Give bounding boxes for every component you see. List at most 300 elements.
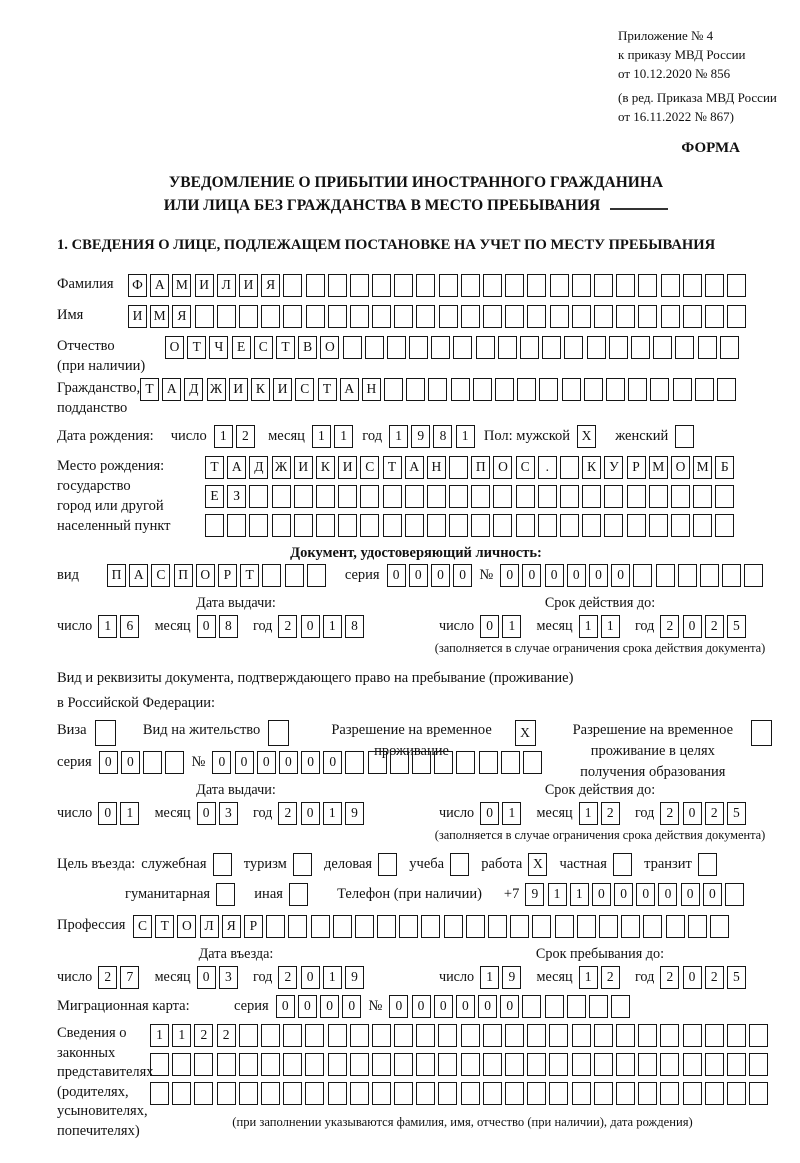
char-cell[interactable]: [165, 751, 184, 774]
char-cell[interactable]: [560, 456, 579, 479]
char-cell[interactable]: [461, 305, 480, 328]
char-cell[interactable]: В: [298, 336, 317, 359]
char-cell[interactable]: [661, 274, 680, 297]
checkbox-cell[interactable]: [698, 853, 717, 876]
char-cell[interactable]: [727, 1053, 746, 1076]
char-cell[interactable]: К: [582, 456, 601, 479]
char-cell[interactable]: 2: [705, 615, 724, 638]
char-cell[interactable]: [194, 1053, 213, 1076]
char-cell[interactable]: [527, 1024, 546, 1047]
char-cell[interactable]: 0: [197, 615, 216, 638]
char-cell[interactable]: [150, 1082, 169, 1105]
char-cell[interactable]: [350, 305, 369, 328]
char-cell[interactable]: [328, 1082, 347, 1105]
char-cell[interactable]: [749, 1024, 768, 1047]
char-cell[interactable]: П: [107, 564, 126, 587]
char-cell[interactable]: [249, 485, 268, 508]
char-cell[interactable]: [678, 564, 697, 587]
char-cell[interactable]: [439, 305, 458, 328]
char-cell[interactable]: [390, 751, 409, 774]
char-cell[interactable]: [316, 485, 335, 508]
char-cell[interactable]: 5: [727, 615, 746, 638]
char-cell[interactable]: [305, 1024, 324, 1047]
char-cell[interactable]: [501, 751, 520, 774]
char-cell[interactable]: [483, 1053, 502, 1076]
char-cell[interactable]: [471, 514, 490, 537]
char-cell[interactable]: [261, 1024, 280, 1047]
char-cell[interactable]: М: [649, 456, 668, 479]
char-cell[interactable]: 0: [279, 751, 298, 774]
char-cell[interactable]: И: [229, 378, 248, 401]
char-cell[interactable]: [660, 1024, 679, 1047]
char-cell[interactable]: [594, 1053, 613, 1076]
char-cell[interactable]: [143, 751, 162, 774]
char-cell[interactable]: [695, 378, 714, 401]
char-cell[interactable]: 9: [502, 966, 521, 989]
char-cell[interactable]: Ф: [128, 274, 147, 297]
char-cell[interactable]: [328, 1053, 347, 1076]
char-cell[interactable]: 1: [601, 615, 620, 638]
char-cell[interactable]: [350, 274, 369, 297]
char-cell[interactable]: [343, 336, 362, 359]
char-cell[interactable]: [387, 336, 406, 359]
char-cell[interactable]: [520, 336, 539, 359]
char-cell[interactable]: 1: [150, 1024, 169, 1047]
char-cell[interactable]: 0: [431, 564, 450, 587]
char-cell[interactable]: [394, 1053, 413, 1076]
char-cell[interactable]: [427, 514, 446, 537]
char-cell[interactable]: [560, 485, 579, 508]
char-cell[interactable]: 2: [278, 615, 297, 638]
char-cell[interactable]: [705, 1082, 724, 1105]
char-cell[interactable]: [749, 1082, 768, 1105]
char-cell[interactable]: [555, 915, 574, 938]
char-cell[interactable]: О: [320, 336, 339, 359]
char-cell[interactable]: [564, 336, 583, 359]
char-cell[interactable]: [483, 274, 502, 297]
char-cell[interactable]: [675, 336, 694, 359]
char-cell[interactable]: С: [133, 915, 152, 938]
char-cell[interactable]: 1: [323, 802, 342, 825]
char-cell[interactable]: 2: [660, 615, 679, 638]
checkbox-cell[interactable]: X: [528, 853, 547, 876]
char-cell[interactable]: Т: [240, 564, 259, 587]
char-cell[interactable]: Т: [276, 336, 295, 359]
char-cell[interactable]: [589, 995, 608, 1018]
checkbox-cell[interactable]: [213, 853, 232, 876]
char-cell[interactable]: [505, 1053, 524, 1076]
char-cell[interactable]: [683, 274, 702, 297]
char-cell[interactable]: [416, 274, 435, 297]
char-cell[interactable]: [582, 485, 601, 508]
char-cell[interactable]: 0: [611, 564, 630, 587]
char-cell[interactable]: [523, 751, 542, 774]
char-cell[interactable]: К: [316, 456, 335, 479]
char-cell[interactable]: [627, 514, 646, 537]
char-cell[interactable]: [377, 915, 396, 938]
char-cell[interactable]: [294, 485, 313, 508]
char-cell[interactable]: [705, 305, 724, 328]
char-cell[interactable]: 0: [212, 751, 231, 774]
char-cell[interactable]: [416, 1024, 435, 1047]
char-cell[interactable]: И: [128, 305, 147, 328]
char-cell[interactable]: 1: [502, 615, 521, 638]
char-cell[interactable]: [383, 485, 402, 508]
char-cell[interactable]: [572, 1053, 591, 1076]
char-cell[interactable]: 2: [705, 966, 724, 989]
char-cell[interactable]: С: [516, 456, 535, 479]
char-cell[interactable]: [285, 564, 304, 587]
char-cell[interactable]: 2: [98, 966, 117, 989]
char-cell[interactable]: Р: [627, 456, 646, 479]
char-cell[interactable]: 0: [522, 564, 541, 587]
char-cell[interactable]: [368, 751, 387, 774]
char-cell[interactable]: [683, 305, 702, 328]
char-cell[interactable]: [572, 274, 591, 297]
char-cell[interactable]: [650, 378, 669, 401]
char-cell[interactable]: 0: [434, 995, 453, 1018]
char-cell[interactable]: [449, 514, 468, 537]
char-cell[interactable]: 3: [219, 802, 238, 825]
char-cell[interactable]: [365, 336, 384, 359]
char-cell[interactable]: 0: [323, 751, 342, 774]
char-cell[interactable]: 0: [567, 564, 586, 587]
char-cell[interactable]: [722, 564, 741, 587]
char-cell[interactable]: [710, 915, 729, 938]
char-cell[interactable]: [594, 274, 613, 297]
char-cell[interactable]: 6: [120, 615, 139, 638]
checkbox-cell[interactable]: [675, 425, 694, 448]
char-cell[interactable]: [549, 1024, 568, 1047]
char-cell[interactable]: [505, 305, 524, 328]
char-cell[interactable]: [479, 751, 498, 774]
char-cell[interactable]: 9: [525, 883, 544, 906]
char-cell[interactable]: [505, 1024, 524, 1047]
char-cell[interactable]: 2: [601, 966, 620, 989]
char-cell[interactable]: Е: [232, 336, 251, 359]
char-cell[interactable]: [453, 336, 472, 359]
char-cell[interactable]: [693, 485, 712, 508]
char-cell[interactable]: [483, 305, 502, 328]
char-cell[interactable]: [638, 305, 657, 328]
char-cell[interactable]: [372, 1082, 391, 1105]
char-cell[interactable]: 0: [500, 564, 519, 587]
char-cell[interactable]: [582, 514, 601, 537]
char-cell[interactable]: [572, 1024, 591, 1047]
char-cell[interactable]: 0: [197, 802, 216, 825]
char-cell[interactable]: [283, 1053, 302, 1076]
char-cell[interactable]: [471, 485, 490, 508]
char-cell[interactable]: [616, 274, 635, 297]
char-cell[interactable]: М: [172, 274, 191, 297]
char-cell[interactable]: Ж: [272, 456, 291, 479]
char-cell[interactable]: [428, 378, 447, 401]
char-cell[interactable]: [572, 305, 591, 328]
char-cell[interactable]: 1: [172, 1024, 191, 1047]
char-cell[interactable]: [217, 1082, 236, 1105]
char-cell[interactable]: [473, 378, 492, 401]
char-cell[interactable]: [527, 305, 546, 328]
char-cell[interactable]: [631, 336, 650, 359]
checkbox-cell[interactable]: [751, 720, 772, 746]
char-cell[interactable]: [399, 915, 418, 938]
char-cell[interactable]: Т: [205, 456, 224, 479]
char-cell[interactable]: [150, 1053, 169, 1076]
char-cell[interactable]: 0: [409, 564, 428, 587]
char-cell[interactable]: [355, 915, 374, 938]
char-cell[interactable]: Н: [362, 378, 381, 401]
char-cell[interactable]: 1: [98, 615, 117, 638]
char-cell[interactable]: 0: [614, 883, 633, 906]
char-cell[interactable]: [483, 1024, 502, 1047]
char-cell[interactable]: 8: [433, 425, 452, 448]
char-cell[interactable]: [412, 751, 431, 774]
char-cell[interactable]: 0: [98, 802, 117, 825]
char-cell[interactable]: 1: [579, 966, 598, 989]
char-cell[interactable]: [372, 274, 391, 297]
char-cell[interactable]: А: [340, 378, 359, 401]
char-cell[interactable]: [594, 1082, 613, 1105]
char-cell[interactable]: И: [195, 274, 214, 297]
char-cell[interactable]: 0: [683, 615, 702, 638]
char-cell[interactable]: [172, 1082, 191, 1105]
char-cell[interactable]: У: [604, 456, 623, 479]
char-cell[interactable]: [283, 1024, 302, 1047]
char-cell[interactable]: [444, 915, 463, 938]
char-cell[interactable]: Т: [383, 456, 402, 479]
char-cell[interactable]: [649, 514, 668, 537]
char-cell[interactable]: 0: [389, 995, 408, 1018]
char-cell[interactable]: [483, 1082, 502, 1105]
char-cell[interactable]: 0: [545, 564, 564, 587]
char-cell[interactable]: [249, 514, 268, 537]
char-cell[interactable]: [262, 564, 281, 587]
char-cell[interactable]: [338, 485, 357, 508]
char-cell[interactable]: 0: [456, 995, 475, 1018]
char-cell[interactable]: 0: [342, 995, 361, 1018]
char-cell[interactable]: .: [538, 456, 557, 479]
char-cell[interactable]: 2: [660, 966, 679, 989]
char-cell[interactable]: [372, 1053, 391, 1076]
char-cell[interactable]: 0: [197, 966, 216, 989]
char-cell[interactable]: 0: [301, 966, 320, 989]
char-cell[interactable]: [456, 751, 475, 774]
char-cell[interactable]: Я: [172, 305, 191, 328]
char-cell[interactable]: [338, 514, 357, 537]
char-cell[interactable]: [562, 378, 581, 401]
char-cell[interactable]: [609, 336, 628, 359]
char-cell[interactable]: [421, 915, 440, 938]
char-cell[interactable]: [705, 1024, 724, 1047]
char-cell[interactable]: П: [471, 456, 490, 479]
char-cell[interactable]: [604, 485, 623, 508]
char-cell[interactable]: Е: [205, 485, 224, 508]
char-cell[interactable]: [350, 1053, 369, 1076]
char-cell[interactable]: [522, 995, 541, 1018]
char-cell[interactable]: [372, 1024, 391, 1047]
char-cell[interactable]: [516, 485, 535, 508]
char-cell[interactable]: 0: [480, 615, 499, 638]
char-cell[interactable]: 0: [453, 564, 472, 587]
char-cell[interactable]: О: [493, 456, 512, 479]
char-cell[interactable]: А: [405, 456, 424, 479]
char-cell[interactable]: А: [150, 274, 169, 297]
char-cell[interactable]: [461, 274, 480, 297]
char-cell[interactable]: П: [174, 564, 193, 587]
char-cell[interactable]: [560, 514, 579, 537]
char-cell[interactable]: Я: [261, 274, 280, 297]
char-cell[interactable]: Н: [427, 456, 446, 479]
char-cell[interactable]: [449, 485, 468, 508]
char-cell[interactable]: [476, 336, 495, 359]
char-cell[interactable]: [510, 915, 529, 938]
char-cell[interactable]: [611, 995, 630, 1018]
char-cell[interactable]: 2: [236, 425, 255, 448]
char-cell[interactable]: [328, 1024, 347, 1047]
char-cell[interactable]: 0: [99, 751, 118, 774]
char-cell[interactable]: [416, 305, 435, 328]
char-cell[interactable]: [239, 305, 258, 328]
char-cell[interactable]: [350, 1082, 369, 1105]
char-cell[interactable]: [360, 485, 379, 508]
char-cell[interactable]: [516, 514, 535, 537]
char-cell[interactable]: 2: [194, 1024, 213, 1047]
char-cell[interactable]: [594, 305, 613, 328]
char-cell[interactable]: [360, 514, 379, 537]
char-cell[interactable]: [550, 274, 569, 297]
char-cell[interactable]: [527, 1082, 546, 1105]
char-cell[interactable]: [449, 456, 468, 479]
char-cell[interactable]: [532, 915, 551, 938]
char-cell[interactable]: [638, 1053, 657, 1076]
char-cell[interactable]: [431, 336, 450, 359]
char-cell[interactable]: [627, 485, 646, 508]
char-cell[interactable]: 0: [121, 751, 140, 774]
char-cell[interactable]: [594, 1024, 613, 1047]
char-cell[interactable]: [671, 514, 690, 537]
char-cell[interactable]: М: [693, 456, 712, 479]
char-cell[interactable]: [550, 305, 569, 328]
char-cell[interactable]: [311, 915, 330, 938]
char-cell[interactable]: [505, 274, 524, 297]
char-cell[interactable]: [266, 915, 285, 938]
char-cell[interactable]: Д: [184, 378, 203, 401]
char-cell[interactable]: [394, 1024, 413, 1047]
char-cell[interactable]: [394, 305, 413, 328]
char-cell[interactable]: 2: [278, 966, 297, 989]
char-cell[interactable]: 0: [592, 883, 611, 906]
char-cell[interactable]: [194, 1082, 213, 1105]
char-cell[interactable]: [239, 1082, 258, 1105]
char-cell[interactable]: 0: [636, 883, 655, 906]
char-cell[interactable]: [673, 378, 692, 401]
char-cell[interactable]: 2: [278, 802, 297, 825]
char-cell[interactable]: [649, 485, 668, 508]
char-cell[interactable]: [227, 514, 246, 537]
checkbox-cell[interactable]: [293, 853, 312, 876]
char-cell[interactable]: 0: [412, 995, 431, 1018]
char-cell[interactable]: [261, 1053, 280, 1076]
char-cell[interactable]: А: [129, 564, 148, 587]
char-cell[interactable]: Я: [222, 915, 241, 938]
char-cell[interactable]: [671, 485, 690, 508]
char-cell[interactable]: 0: [276, 995, 295, 1018]
char-cell[interactable]: 1: [579, 615, 598, 638]
char-cell[interactable]: 1: [389, 425, 408, 448]
char-cell[interactable]: С: [295, 378, 314, 401]
char-cell[interactable]: 5: [727, 966, 746, 989]
char-cell[interactable]: [638, 274, 657, 297]
char-cell[interactable]: [705, 1053, 724, 1076]
char-cell[interactable]: [261, 1082, 280, 1105]
char-cell[interactable]: 0: [257, 751, 276, 774]
char-cell[interactable]: 0: [387, 564, 406, 587]
char-cell[interactable]: 1: [214, 425, 233, 448]
char-cell[interactable]: 0: [681, 883, 700, 906]
char-cell[interactable]: [587, 336, 606, 359]
char-cell[interactable]: [717, 378, 736, 401]
char-cell[interactable]: [427, 485, 446, 508]
char-cell[interactable]: 7: [120, 966, 139, 989]
char-cell[interactable]: [527, 274, 546, 297]
char-cell[interactable]: [606, 378, 625, 401]
char-cell[interactable]: [498, 336, 517, 359]
char-cell[interactable]: 1: [456, 425, 475, 448]
char-cell[interactable]: [705, 274, 724, 297]
char-cell[interactable]: [294, 514, 313, 537]
char-cell[interactable]: [394, 274, 413, 297]
char-cell[interactable]: [727, 305, 746, 328]
char-cell[interactable]: 1: [570, 883, 589, 906]
char-cell[interactable]: [405, 514, 424, 537]
char-cell[interactable]: Д: [249, 456, 268, 479]
char-cell[interactable]: [384, 378, 403, 401]
char-cell[interactable]: [628, 378, 647, 401]
char-cell[interactable]: [283, 274, 302, 297]
char-cell[interactable]: [439, 274, 458, 297]
char-cell[interactable]: 0: [301, 751, 320, 774]
char-cell[interactable]: [217, 305, 236, 328]
char-cell[interactable]: [307, 564, 326, 587]
char-cell[interactable]: Л: [200, 915, 219, 938]
char-cell[interactable]: [451, 378, 470, 401]
char-cell[interactable]: [261, 305, 280, 328]
char-cell[interactable]: [616, 1082, 635, 1105]
char-cell[interactable]: [493, 514, 512, 537]
char-cell[interactable]: [538, 514, 557, 537]
char-cell[interactable]: [700, 564, 719, 587]
char-cell[interactable]: [688, 915, 707, 938]
char-cell[interactable]: [715, 485, 734, 508]
char-cell[interactable]: [633, 564, 652, 587]
char-cell[interactable]: [328, 274, 347, 297]
char-cell[interactable]: 0: [235, 751, 254, 774]
char-cell[interactable]: С: [254, 336, 273, 359]
char-cell[interactable]: С: [360, 456, 379, 479]
char-cell[interactable]: [438, 1053, 457, 1076]
char-cell[interactable]: [438, 1082, 457, 1105]
char-cell[interactable]: [720, 336, 739, 359]
char-cell[interactable]: Т: [318, 378, 337, 401]
char-cell[interactable]: [283, 305, 302, 328]
char-cell[interactable]: 1: [548, 883, 567, 906]
char-cell[interactable]: [305, 1082, 324, 1105]
char-cell[interactable]: [549, 1053, 568, 1076]
char-cell[interactable]: 0: [320, 995, 339, 1018]
char-cell[interactable]: [217, 1053, 236, 1076]
char-cell[interactable]: 9: [411, 425, 430, 448]
char-cell[interactable]: 0: [658, 883, 677, 906]
